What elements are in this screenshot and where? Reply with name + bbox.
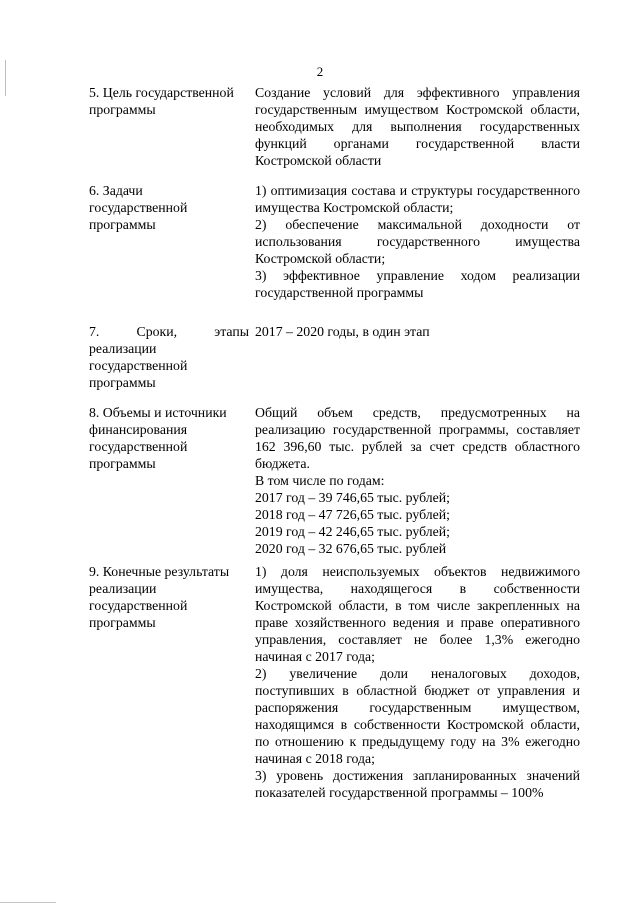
row-label [89,323,249,391]
task-item-2: 2) обеспечение максимальной доходности от использования государственного имущества Костромской области; [255,217,580,266]
funding-by-years-heading: В том числе по годам: [255,473,385,488]
row-label: 6. Задачи государственной программы [89,183,188,232]
funding-year-2020: 2020 год – 32 676,65 тыс. рублей [255,541,447,556]
task-item-1: 1) оптимизация состава и структуры государственного имущества Костромской области; [255,183,580,215]
result-item-2: 2) увеличение доли неналоговых доходов, поступивших в областной бюджет от управления и распоряжения государственным имуществом, находящимся в собственности Костромской области, по отношению к предыдущему году на 3% ежегодно начиная с 2018 года; [255,666,580,766]
result-item-3: 3) уровень достижения запланированных значений показателей государственной программы – 100% [255,768,580,800]
funding-total: Общий объем средств, предусмотренных на реализацию государственной программы, составляет 162 396,60 тыс. рублей за счет средств областного бюджета. [255,405,580,471]
row-label: 8. Объемы и источники финансирования государственной программы [89,405,227,471]
funding-year-2019: 2019 год – 42 246,65 тыс. рублей; [255,524,450,539]
row-label: 9. Конечные результаты реализации государственной программы [89,564,230,630]
row-value [255,404,580,557]
result-item-1: 1) доля неиспользуемых объектов недвижимого имущества, находящегося в собственности Костромской области, в том числе закрепленных на праве хозяйственного ведения и праве оперативного управления, составляет не более 1,3% ежегодно начиная с 2017 года; [255,564,580,664]
funding-year-2017: 2017 год – 39 746,65 тыс. рублей; [255,490,450,505]
scan-bottom-line [0,902,56,903]
row-value-text: Создание условий для эффективного управления государственным имуществом Костромской области, необходимых для выполнения государственных функций органами государственной власти Костромской области [255,85,580,168]
row-label-text: 7. Сроки, этапы реализации государственной программы [89,324,249,390]
task-item-3: 3) эффективное управление ходом реализации государственной программы [255,268,580,300]
row-value [255,182,580,301]
page-number: 2 [316,64,324,79]
row-value [255,323,580,340]
row-value [255,563,580,801]
funding-year-2018: 2018 год – 47 726,65 тыс. рублей; [255,507,450,522]
row-value [255,84,580,169]
row-label: 5. Цель государственной программы [89,85,234,117]
row-value-text: 2017 – 2020 годы, в один этап [255,324,430,339]
